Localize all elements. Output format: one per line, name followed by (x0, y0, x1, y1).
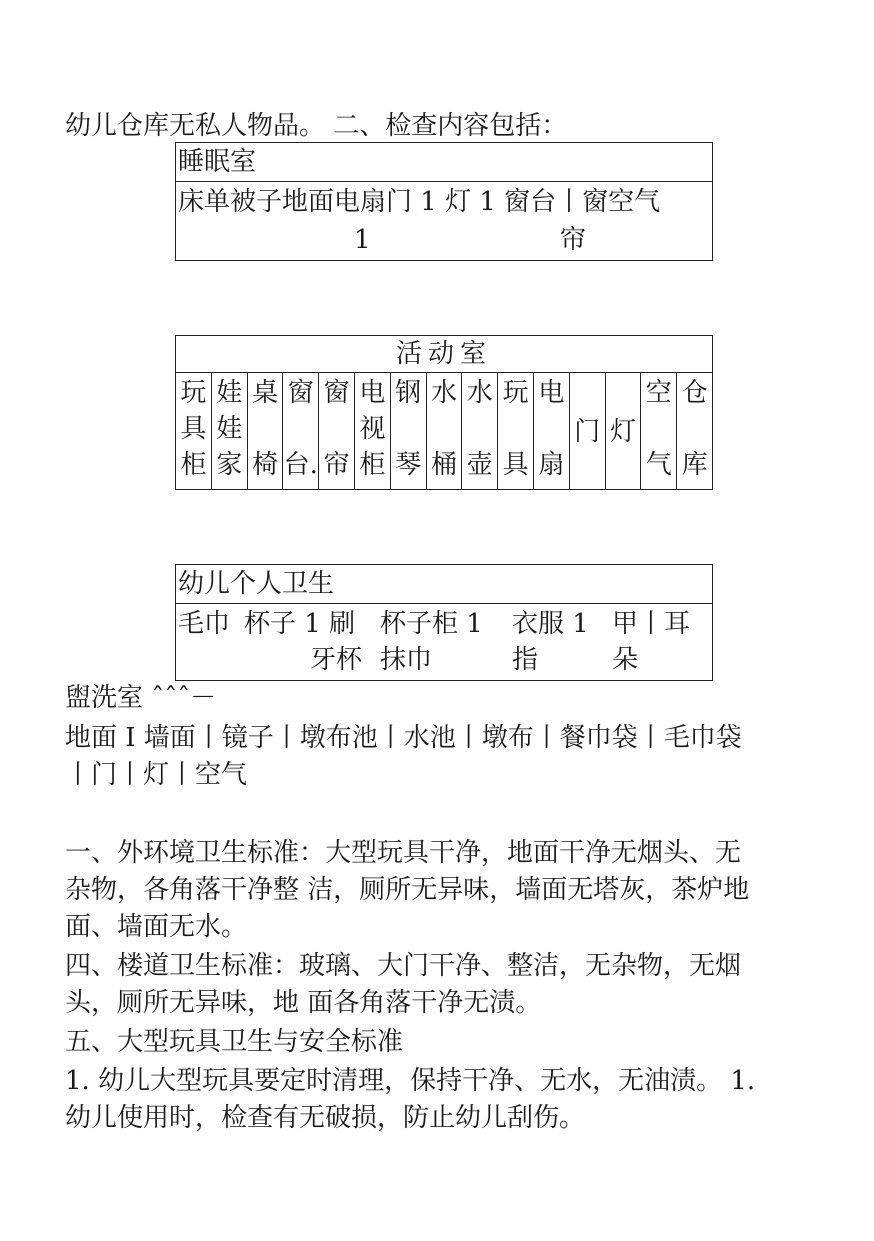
activity-room-item (426, 373, 462, 490)
activity-room-item-char: 钢 (395, 378, 422, 408)
activity-room-item-char: 玩 (502, 378, 529, 408)
personal-hygiene-table (175, 564, 713, 681)
activity-room-item-char: 仓 (681, 378, 708, 408)
activity-room-item-char: 琴 (395, 450, 422, 480)
activity-room-item-char (391, 411, 426, 447)
para-outdoor-line1: 一、外环境卫生标准：大型玩具干净，地面干净无烟头、无 (65, 838, 742, 868)
para-toys-line1: 1. 幼儿大型玩具要定时清理，保持干净、无水，无油渍。 1. (65, 1066, 756, 1096)
activity-room-item (354, 373, 390, 490)
activity-room-item-char (534, 411, 569, 447)
sleep-room-items-sub2: 帘 (560, 225, 587, 255)
sleep-room-table (175, 142, 713, 261)
activity-room-item-char: 库 (681, 450, 708, 480)
hygiene-title: 幼儿个人卫生 (176, 565, 713, 604)
activity-room-title: 活动室 (176, 336, 713, 373)
activity-room-item-char: 电 (538, 378, 565, 408)
hygiene-word: 杯子 1 刷 (244, 609, 356, 639)
activity-room-item-char: 壶 (466, 450, 493, 480)
washroom-title: 盥洗室 ˆˆˆ－ (65, 683, 217, 713)
activity-room-item-char: 家 (216, 450, 243, 480)
activity-room-item-char: 门 (574, 417, 601, 447)
activity-room-item-char: 电 (359, 378, 386, 408)
hygiene-word: 指 (512, 645, 539, 675)
hygiene-word: 杯子柜 1 (380, 609, 483, 639)
activity-room-item (211, 373, 247, 490)
activity-room-item-char: 灯 (609, 417, 636, 447)
hygiene-word: 甲丨耳 (612, 609, 691, 639)
activity-room-item-char (319, 411, 354, 447)
activity-room-item-char (248, 411, 283, 447)
para-toys-line2: 幼儿使用时，检查有无破损，防止幼儿刮伤。 (65, 1103, 586, 1133)
para-hallway-line2: 头，厕所无异味，地 面各角落干净无渍。 (65, 988, 542, 1018)
washroom-items-line2: 丨门丨灯丨空气 (65, 760, 248, 790)
para-outdoor-line3: 面、墙面无水。 (65, 912, 248, 942)
activity-room-item-char (283, 411, 318, 447)
activity-room-item (283, 373, 319, 490)
activity-room-item-char: 柜 (359, 450, 386, 480)
activity-room-item-char (427, 411, 462, 447)
activity-room-item-char: 窗 (287, 378, 314, 408)
sleep-room-title: 睡眠室 (176, 143, 713, 182)
activity-room-item (641, 373, 677, 490)
activity-room-item (677, 373, 713, 490)
activity-room-item-char: 帘 (323, 450, 350, 480)
hygiene-items (176, 604, 713, 681)
activity-room-item (247, 373, 283, 490)
activity-room-item-char: 气 (645, 450, 672, 480)
para-outdoor-line2: 杂物，各角落干净整 洁，厕所无异味，墙面无塔灰，茶炉地 (65, 875, 750, 905)
activity-room-item (319, 373, 355, 490)
activity-room-item-char: 水 (466, 378, 493, 408)
activity-room-item (605, 373, 641, 490)
activity-room-item-char: 空 (645, 378, 672, 408)
activity-room-item-char: 具 (502, 450, 529, 480)
activity-room-item-char: 椅 (251, 450, 278, 480)
activity-room-item-char: 水 (430, 378, 457, 408)
activity-room-item-char (677, 411, 712, 447)
hygiene-word: 毛巾 (178, 609, 231, 639)
activity-room-item (533, 373, 569, 490)
intro-line: 幼儿仓库无私人物品。 二、检查内容包括： (65, 111, 568, 141)
activity-room-item-char: 桶 (430, 450, 457, 480)
para-hallway-line1: 四、楼道卫生标准：玻璃、大门干净、整洁，无杂物，无烟 (65, 951, 742, 981)
activity-room-item-char: 台. (283, 450, 318, 480)
activity-room-item (462, 373, 498, 490)
activity-room-item-char (498, 411, 533, 447)
activity-room-item-char: 具 (180, 414, 207, 444)
activity-room-item-char: 视 (359, 414, 386, 444)
activity-room-item-char (462, 411, 497, 447)
activity-room-items-row (176, 373, 713, 490)
hygiene-word: 衣服 1 (512, 609, 589, 639)
activity-room-item (176, 373, 212, 490)
activity-room-item-char: 娃 (216, 414, 243, 444)
activity-room-item-char: 桌 (251, 378, 278, 408)
activity-room-item-char (641, 411, 676, 447)
sleep-room-items-line: 床单被子地面电扇门 1 灯 1 窗台丨窗空气 (178, 187, 661, 217)
sleep-room-items (176, 182, 713, 261)
activity-room-item-char: 窗 (323, 378, 350, 408)
activity-room-table (175, 335, 713, 490)
activity-room-item (498, 373, 534, 490)
activity-room-item (390, 373, 426, 490)
hygiene-word: 抹巾 (380, 645, 433, 675)
para-toys-heading: 五、大型玩具卫生与安全标准 (65, 1027, 404, 1057)
activity-room-item (569, 373, 605, 490)
washroom-items-line1: 地面 I 墙面丨镜子丨墩布池丨水池丨墩布丨餐巾袋丨毛巾袋 (65, 723, 742, 753)
activity-room-item-char: 柜 (180, 450, 207, 480)
sleep-room-items-sub1: 1 (354, 225, 371, 255)
activity-room-item-char: 玩 (180, 378, 207, 408)
activity-room-item-char: 娃 (216, 378, 243, 408)
hygiene-word: 朵 (612, 645, 639, 675)
hygiene-word: 牙杯 (310, 645, 363, 675)
activity-room-item-char: 扇 (538, 450, 565, 480)
